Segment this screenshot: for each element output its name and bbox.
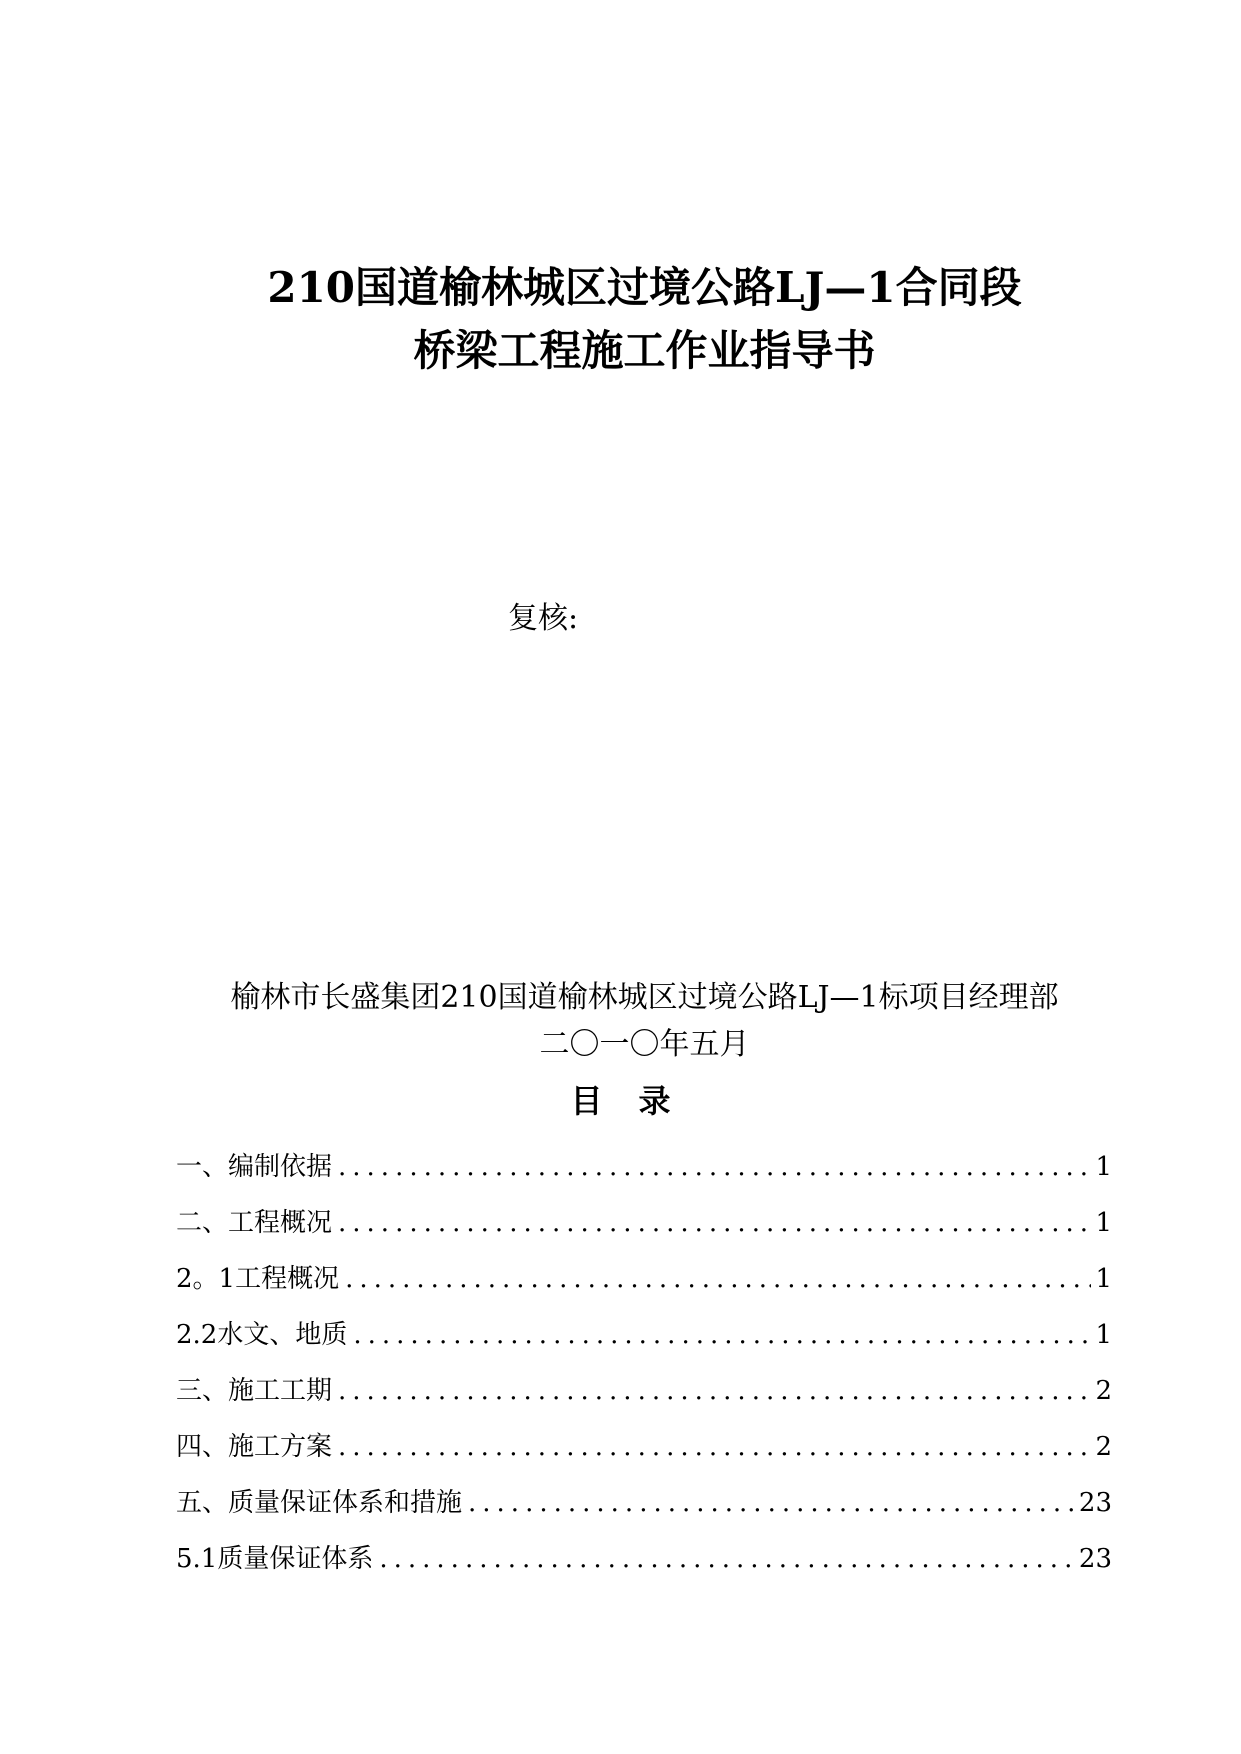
- toc-heading-part-2: 录: [638, 1082, 671, 1120]
- toc-entry[interactable]: [176, 1370, 1112, 1426]
- toc-entry[interactable]: [176, 1146, 1112, 1202]
- toc-entry[interactable]: [176, 1426, 1112, 1482]
- toc-entry[interactable]: [176, 1314, 1112, 1370]
- toc-entry-label: 一、编制依据: [176, 1152, 333, 1182]
- review-label: 复核:: [508, 601, 579, 636]
- toc-entry-label: 二、工程概况: [176, 1208, 333, 1238]
- toc-entry[interactable]: [176, 1538, 1112, 1594]
- toc-entry-label: 五、质量保证体系和措施: [176, 1488, 463, 1518]
- toc-entry-label: 四、施工方案: [176, 1432, 333, 1462]
- toc-leader-dots: [379, 1544, 1075, 1574]
- toc-entry-page: 2: [1095, 1376, 1112, 1406]
- toc-entry-page: 23: [1078, 1544, 1112, 1574]
- toc-leader-dots: [338, 1208, 1091, 1238]
- toc-leader-dots: [468, 1488, 1075, 1518]
- toc-entry-label: 2.2水文、地质: [176, 1320, 348, 1350]
- toc-entry-page: 2: [1095, 1432, 1112, 1462]
- toc-heading: [0, 1076, 1241, 1122]
- document-title-line-1: 210国道榆林城区过境公路LJ—1合同段: [267, 263, 1022, 312]
- document-title-line-2: 桥梁工程施工作业指导书: [413, 326, 876, 375]
- toc-entry-label: 三、施工工期: [176, 1376, 333, 1406]
- toc-leader-dots: [338, 1432, 1091, 1462]
- toc-entry[interactable]: [176, 1258, 1112, 1314]
- document-date: 二〇一〇年五月: [539, 1027, 750, 1062]
- organization-name: 榆林市长盛集团210国道榆林城区过境公路LJ—1标项目经理部: [230, 980, 1059, 1015]
- toc-entry-page: 1: [1095, 1208, 1112, 1238]
- table-of-contents: [176, 1146, 1112, 1594]
- toc-leader-dots: [338, 1376, 1091, 1406]
- toc-entry-page: 1: [1095, 1320, 1112, 1350]
- toc-entry[interactable]: [176, 1202, 1112, 1258]
- toc-leader-dots: [353, 1320, 1091, 1350]
- toc-leader-dots: [338, 1152, 1091, 1182]
- toc-entry-page: 1: [1095, 1152, 1112, 1182]
- toc-entry-label: 2。1工程概况: [176, 1264, 340, 1294]
- toc-entry[interactable]: [176, 1482, 1112, 1538]
- toc-heading-part-1: 目: [570, 1082, 603, 1120]
- toc-entry-label: 5.1质量保证体系: [176, 1544, 374, 1574]
- toc-leader-dots: [345, 1264, 1091, 1294]
- toc-entry-page: 1: [1095, 1264, 1112, 1294]
- toc-entry-page: 23: [1078, 1488, 1112, 1518]
